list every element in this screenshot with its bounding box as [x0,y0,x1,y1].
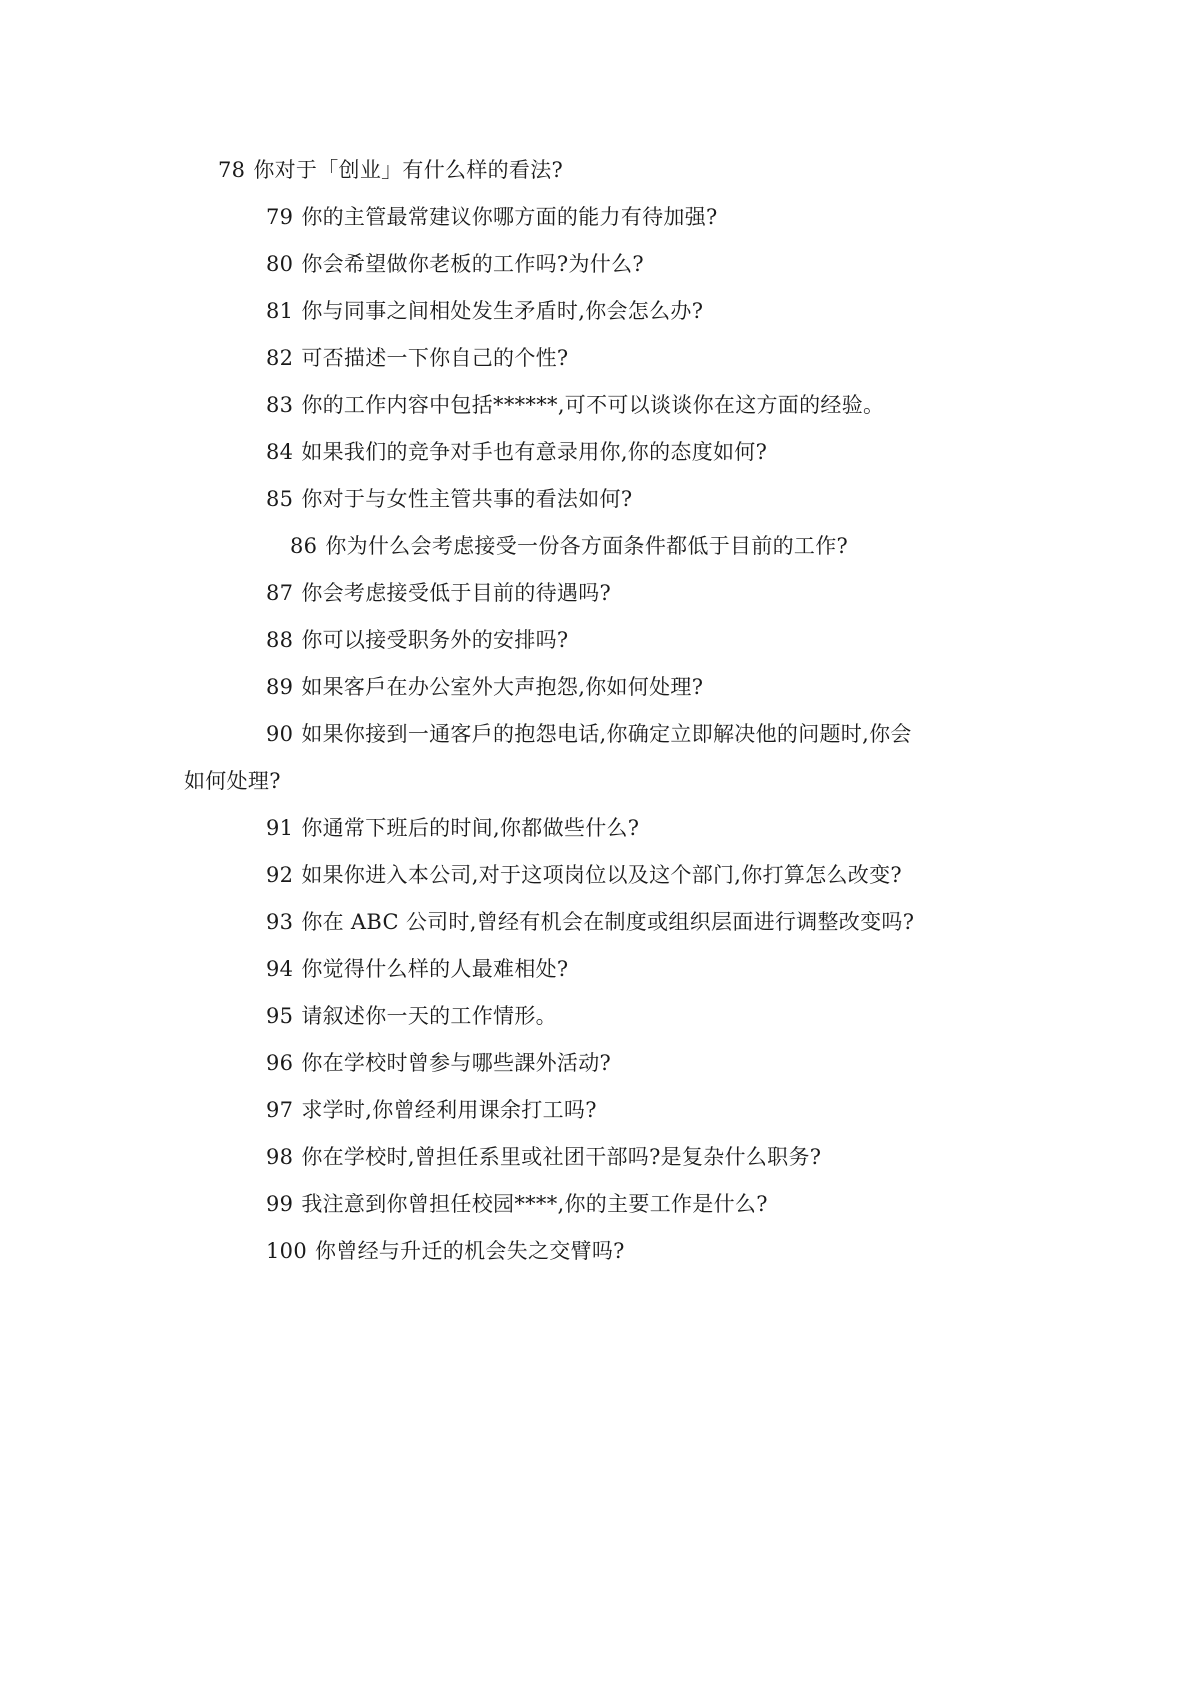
question-text: 如果你接到一通客戶的抱怨电话,你确定立即解决他的问题时,你会 [301,722,912,746]
question-number: 95 [266,1004,294,1028]
question-number: 91 [266,816,294,840]
question-number: 86 [290,534,318,558]
question-number: 80 [266,252,294,276]
question-text: 你对于与女性主管共事的看法如何? [301,487,633,511]
question-text: 可否描述一下你自己的个性? [301,346,569,370]
question-text: 如果我们的竞争对手也有意录用你,你的态度如何? [301,440,768,464]
question-number: 100 [266,1239,307,1263]
question-text: 你在学校时,曾担任系里或社团干部吗?是复杂什么职务? [301,1145,822,1169]
question-number: 78 [218,158,246,182]
question-text: 你对于「创业」有什么样的看法? [253,158,564,182]
question-number: 96 [266,1051,294,1075]
question-line [266,252,644,276]
question-line [266,957,569,981]
question-number: 88 [266,628,294,652]
question-line [266,628,569,652]
question-text: 你曾经与升迁的机会失之交臂吗? [314,1239,625,1263]
question-number: 89 [266,675,294,699]
question-text: 如果你进入本公司,对于这项岗位以及这个部门,你打算怎么改变? [301,863,902,887]
question-line [266,863,902,887]
question-text: 如果客戶在办公室外大声抱怨,你如何处理? [301,675,704,699]
question-line [266,581,611,605]
question-number: 85 [266,487,294,511]
question-number: 93 [266,910,294,934]
question-line [290,534,848,558]
question-line [266,1145,821,1169]
question-line [266,346,569,370]
question-text: 你在学校时曾参与哪些課外活动? [301,1051,612,1075]
question-text: 你的工作内容中包括******,可不可以谈谈你在这方面的经验。 [301,393,885,417]
question-line [266,1192,768,1216]
question-line [266,487,632,511]
question-text: 你为什么会考虑接受一份各方面条件都低于目前的工作? [325,534,849,558]
question-text: 你觉得什么样的人最难相处? [301,957,569,981]
question-text: 你通常下班后的时间,你都做些什么? [301,816,640,840]
question-number: 98 [266,1145,294,1169]
question-line [266,205,718,229]
question-line [266,393,884,417]
question-text: 请叙述你一天的工作情形。 [301,1004,557,1028]
question-text: 我注意到你曾担任校园****,你的主要工作是什么? [301,1192,768,1216]
question-text: 你在 ABC 公司时,曾经有机会在制度或组织层面进行调整改变吗? [301,910,915,934]
question-line [266,816,639,840]
question-line [218,158,563,182]
question-line [266,1051,611,1075]
question-line [266,675,703,699]
question-line [266,1004,557,1028]
question-number: 84 [266,440,294,464]
question-line [266,1098,597,1122]
question-number: 94 [266,957,294,981]
question-text: 你可以接受职务外的安排吗? [301,628,569,652]
question-line [266,440,767,464]
question-number: 87 [266,581,294,605]
question-number: 97 [266,1098,294,1122]
question-text: 你的主管最常建议你哪方面的能力有待加强? [301,205,718,229]
question-line [266,722,912,746]
question-number: 83 [266,393,294,417]
question-line [266,910,914,934]
question-number: 90 [266,722,294,746]
question-number: 81 [266,299,294,323]
question-number: 79 [266,205,294,229]
question-number: 92 [266,863,294,887]
question-text: 求学时,你曾经利用课余打工吗? [301,1098,597,1122]
question-line [266,299,703,323]
question-line [266,1239,625,1263]
question-text-continued: 如何处理? [184,769,281,793]
question-text: 你会希望做你老板的工作吗?为什么? [301,252,644,276]
question-text: 你会考虑接受低于目前的待遇吗? [301,581,612,605]
question-number: 99 [266,1192,294,1216]
question-number: 82 [266,346,294,370]
question-text: 你与同事之间相处发生矛盾时,你会怎么办? [301,299,704,323]
question-continuation [184,769,281,793]
